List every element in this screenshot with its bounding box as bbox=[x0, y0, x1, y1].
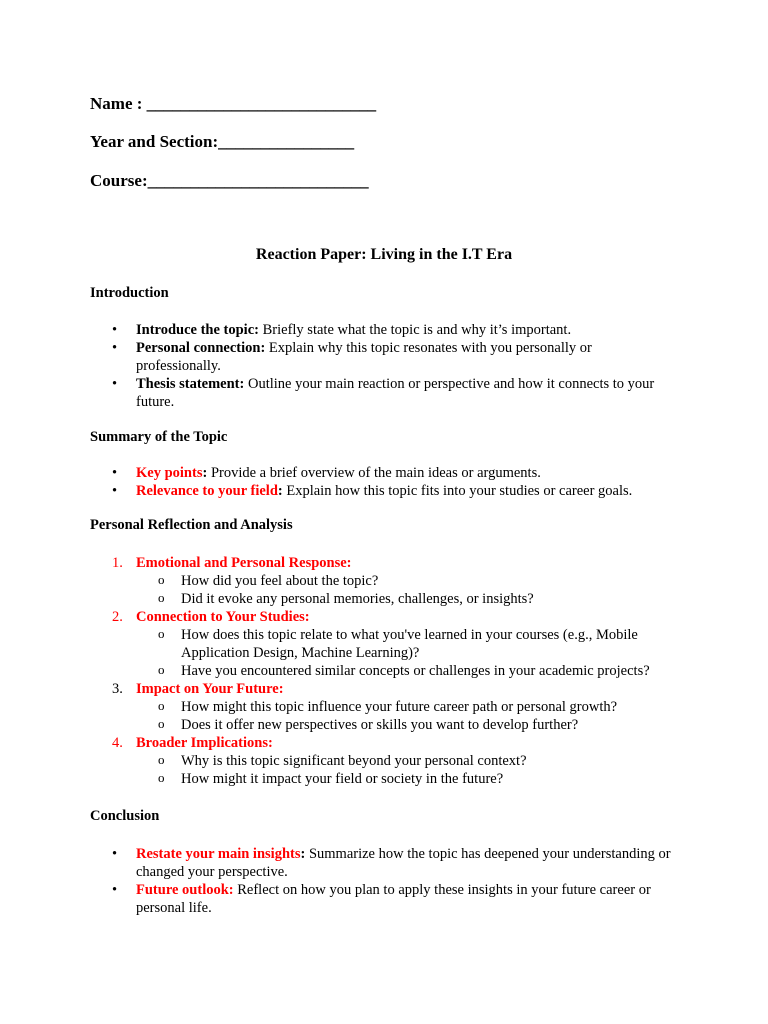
sub-bullet-marker: o bbox=[158, 662, 165, 677]
item-colon: : bbox=[277, 483, 283, 499]
numbered-item bbox=[0, 608, 768, 626]
sub-item-text: Have you encountered similar concepts or challenges in your academic projects? bbox=[181, 663, 650, 679]
item-number: 4. bbox=[112, 735, 123, 751]
item-label: Relevance to your field bbox=[136, 483, 278, 499]
item-text: Explain why this topic resonates with you personally or professionally. bbox=[136, 340, 592, 374]
sub-item-text: Did it evoke any personal memories, challenges, or insights? bbox=[181, 591, 534, 607]
sub-item-text: How might it impact your field or society in the future? bbox=[181, 771, 504, 787]
bullet-marker: • bbox=[112, 322, 118, 338]
list-item bbox=[0, 339, 768, 375]
sub-item bbox=[0, 662, 768, 680]
sub-item bbox=[0, 770, 768, 788]
list-item bbox=[0, 375, 768, 411]
bullet-marker: • bbox=[112, 465, 118, 481]
sub-item-text: How did you feel about the topic? bbox=[181, 573, 379, 589]
item-label: Emotional and Personal Response: bbox=[136, 555, 352, 571]
item-label: Key points bbox=[136, 465, 203, 481]
summary-heading: Summary of the Topic bbox=[90, 429, 228, 445]
bullet-marker: • bbox=[112, 882, 118, 898]
bullet-marker: • bbox=[112, 846, 118, 862]
conclusion-list bbox=[0, 845, 768, 917]
list-item bbox=[0, 845, 768, 881]
bullet-marker: • bbox=[112, 483, 118, 499]
sub-item-text: Why is this topic significant beyond your personal context? bbox=[181, 753, 527, 769]
sub-item bbox=[0, 572, 768, 590]
item-label: Introduce the topic: bbox=[136, 322, 259, 338]
course-field: Course:__________________________ bbox=[90, 171, 369, 190]
item-number: 3. bbox=[112, 681, 123, 697]
item-label: Connection to Your Studies: bbox=[136, 609, 310, 625]
item-colon: : bbox=[202, 465, 208, 481]
summary-list bbox=[0, 464, 768, 500]
item-text: Outline your main reaction or perspective and how it connects to your future. bbox=[136, 376, 655, 410]
sub-bullet-marker: o bbox=[158, 590, 165, 605]
item-label: Future outlook: bbox=[136, 882, 234, 898]
introduction-list bbox=[0, 321, 768, 411]
list-item bbox=[0, 464, 768, 482]
document-title: Reaction Paper: Living in the I.T Era bbox=[255, 246, 513, 263]
sub-bullet-marker: o bbox=[158, 572, 165, 587]
sub-item bbox=[0, 698, 768, 716]
list-item bbox=[0, 881, 768, 917]
numbered-item bbox=[0, 680, 768, 698]
item-number: 1. bbox=[112, 555, 123, 571]
item-label: Impact on Your Future: bbox=[136, 681, 284, 697]
item-text: Reflect on how you plan to apply these insights in your future career or personal life. bbox=[136, 882, 651, 916]
reflection-list bbox=[0, 554, 768, 788]
introduction-heading: Introduction bbox=[90, 285, 169, 301]
item-text: Briefly state what the topic is and why it’s important. bbox=[258, 322, 572, 338]
item-text: Explain how this topic fits into your studies or career goals. bbox=[282, 483, 633, 499]
sub-item bbox=[0, 590, 768, 608]
bullet-marker: • bbox=[112, 376, 118, 392]
item-label: Personal connection: bbox=[136, 340, 266, 356]
reflection-heading: Personal Reflection and Analysis bbox=[90, 517, 293, 533]
sub-bullet-marker: o bbox=[158, 752, 165, 767]
item-label: Restate your main insights bbox=[136, 846, 301, 862]
sub-item-text: How might this topic influence your future career path or personal growth? bbox=[181, 699, 618, 715]
item-text: Provide a brief overview of the main ideas or arguments. bbox=[207, 465, 541, 481]
sub-item bbox=[0, 752, 768, 770]
year-section-field: Year and Section:________________ bbox=[90, 132, 355, 151]
name-field: Name : ___________________________ bbox=[90, 94, 377, 113]
sub-item-text: Does it offer new perspectives or skills you want to develop further? bbox=[181, 717, 579, 733]
numbered-item bbox=[0, 734, 768, 752]
sub-bullet-marker: o bbox=[158, 770, 165, 785]
list-item bbox=[0, 321, 768, 339]
sub-bullet-marker: o bbox=[158, 698, 165, 713]
list-item bbox=[0, 482, 768, 500]
bullet-marker: • bbox=[112, 340, 118, 356]
sub-item bbox=[0, 626, 768, 662]
sub-item-text: How does this topic relate to what you've learned in your courses (e.g., Mobile Application Design, Machine Learning)? bbox=[181, 627, 638, 661]
item-label: Thesis statement: bbox=[136, 376, 245, 392]
sub-bullet-marker: o bbox=[158, 716, 165, 731]
conclusion-heading: Conclusion bbox=[90, 808, 160, 824]
item-label: Broader Implications: bbox=[136, 735, 273, 751]
numbered-item bbox=[0, 554, 768, 572]
item-colon: : bbox=[300, 846, 306, 862]
item-text: Summarize how the topic has deepened your understanding or changed your perspective. bbox=[136, 846, 671, 880]
sub-item bbox=[0, 716, 768, 734]
sub-bullet-marker: o bbox=[158, 626, 165, 641]
item-number: 2. bbox=[112, 609, 123, 625]
